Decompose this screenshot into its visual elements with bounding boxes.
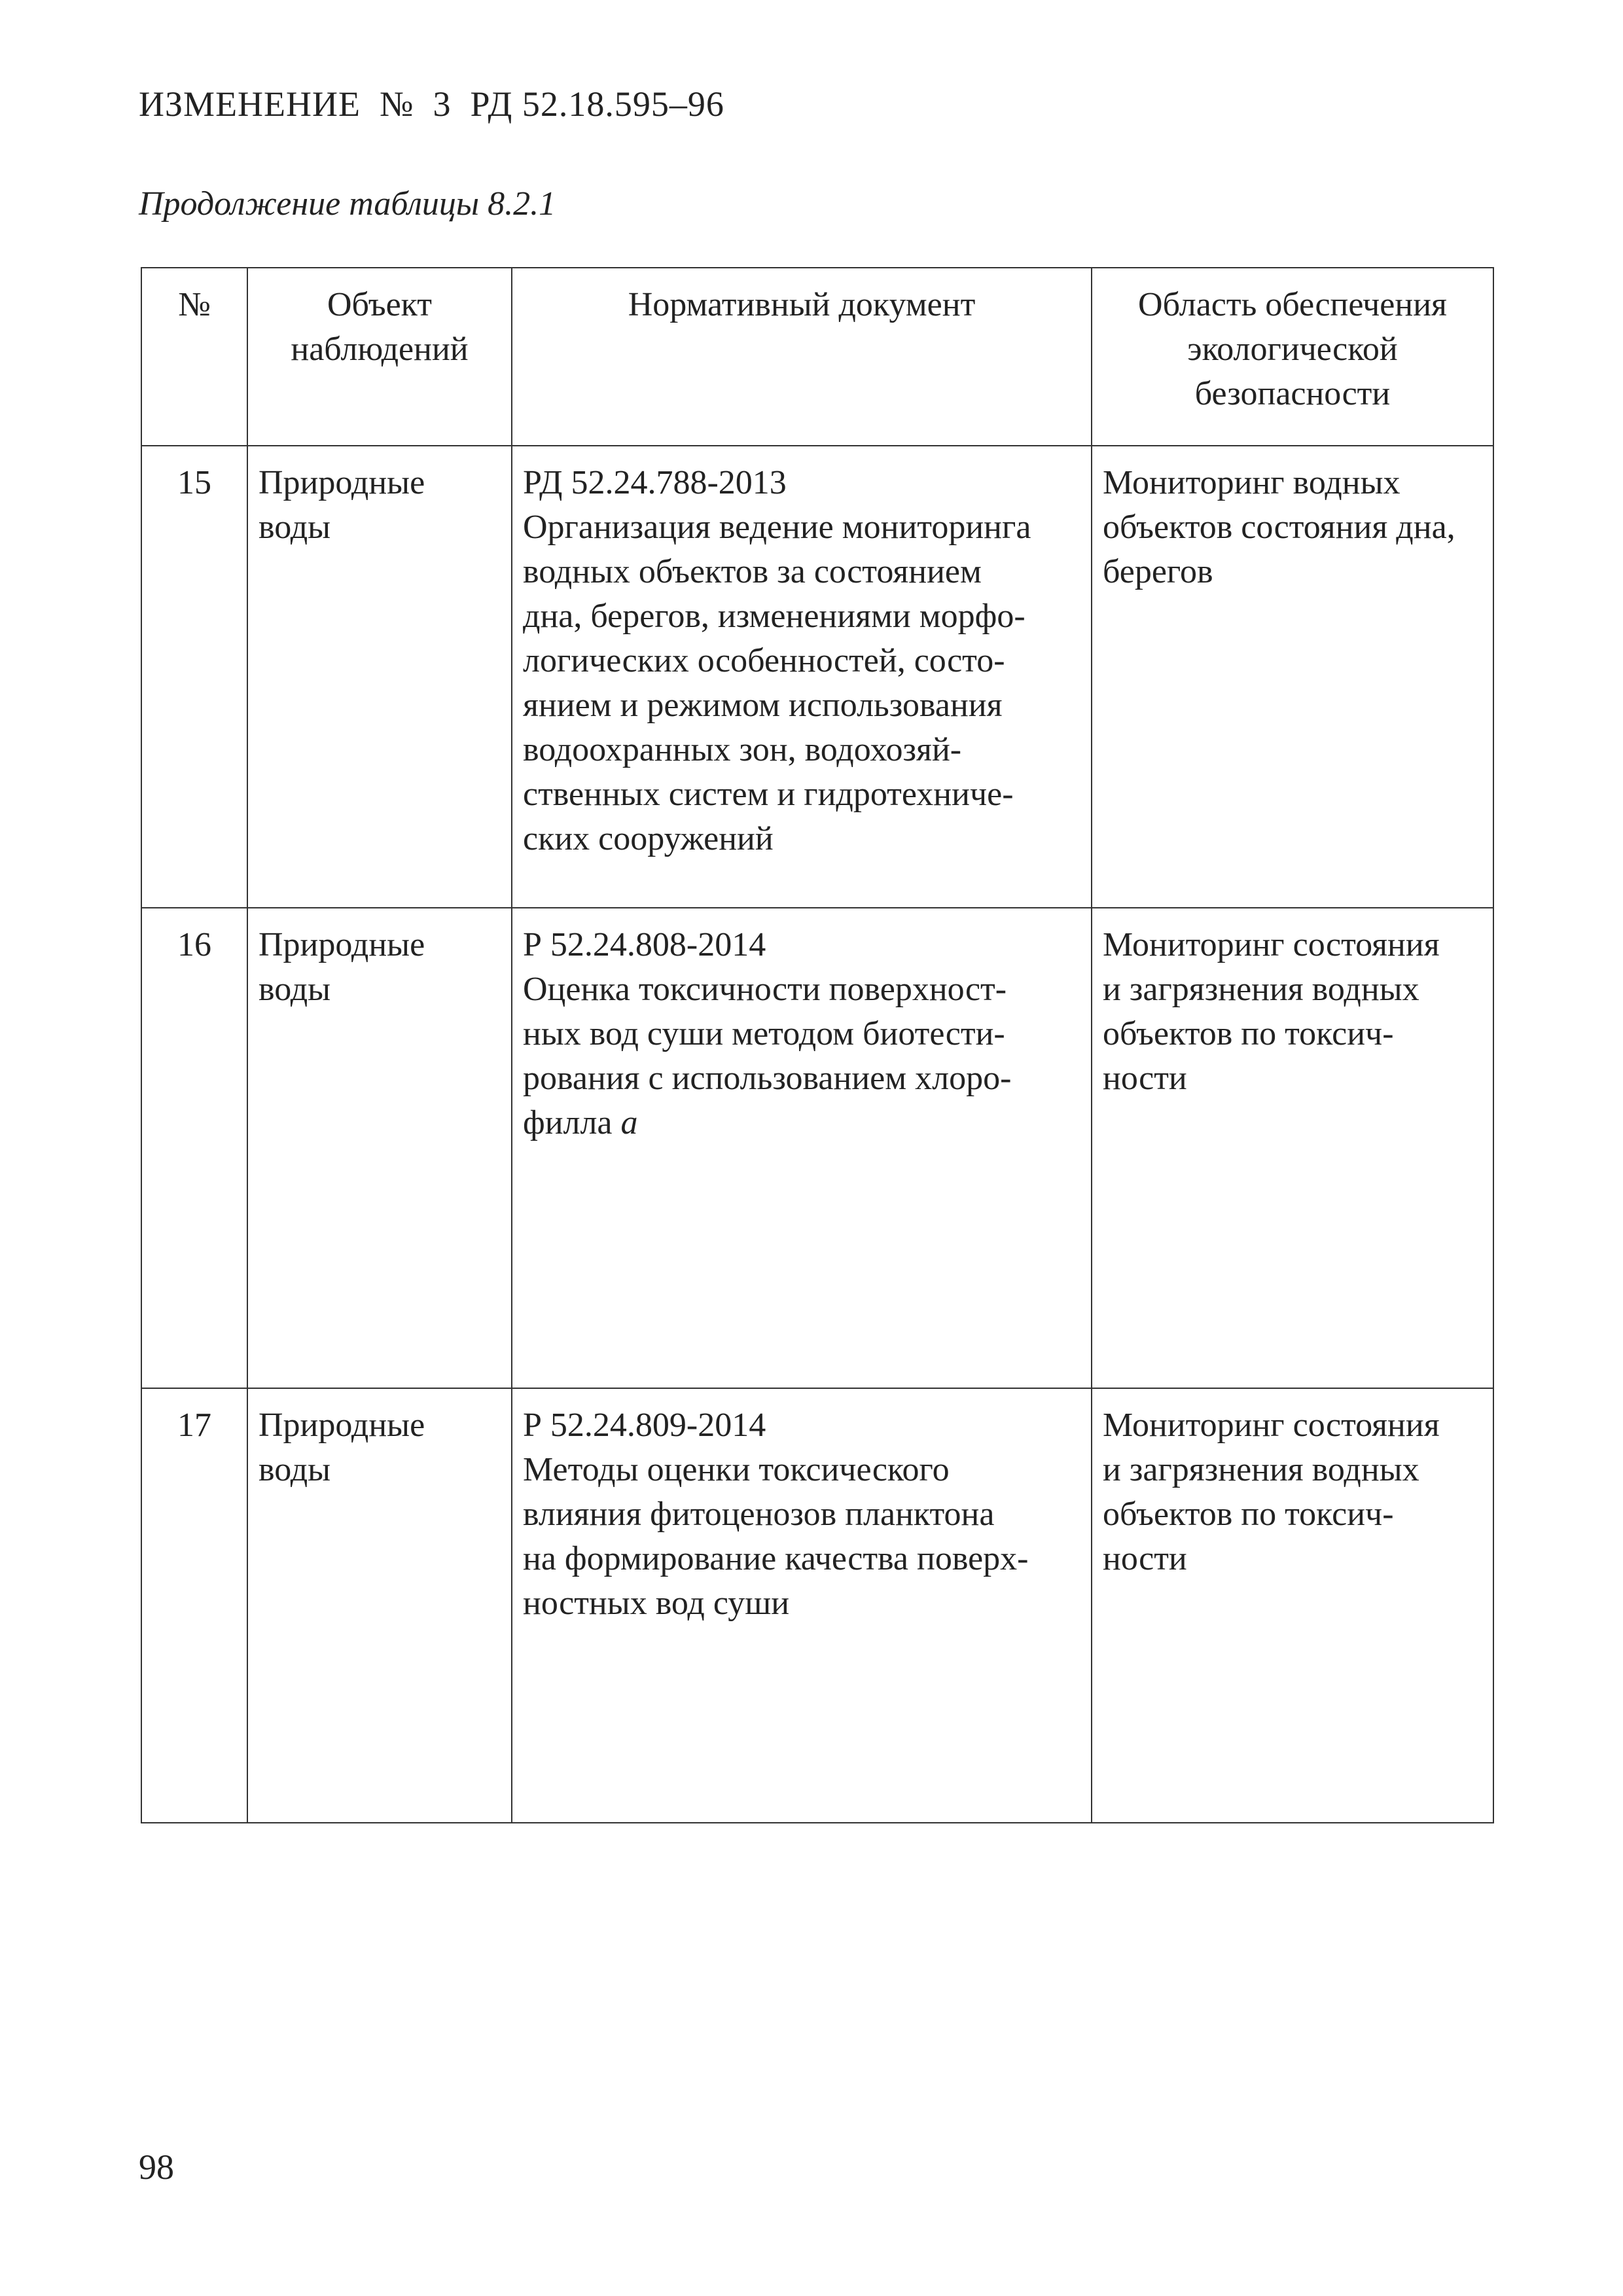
object-line: Природные — [259, 926, 425, 963]
document-line: дна, берегов, изменениями морфо- — [523, 598, 1026, 635]
row-area — [1092, 908, 1493, 1388]
object-line: Природные — [259, 1407, 425, 1444]
row-object — [247, 446, 512, 908]
italic-letter: а — [620, 1104, 638, 1141]
document-line: логических особенностей, состо- — [523, 642, 1005, 679]
document-line: рования с использованием хлоро- — [523, 1060, 1012, 1097]
document-line: на формирование качества поверх- — [523, 1540, 1029, 1577]
document-line: ных вод суши методом биотести- — [523, 1015, 1005, 1052]
area-line: ности — [1103, 1060, 1187, 1097]
header-object-line: Объект — [327, 286, 432, 323]
table-row — [141, 908, 1493, 1388]
document-line: водоохранных зон, водохозяй- — [523, 731, 962, 768]
standards-table — [141, 267, 1494, 1823]
area-line: Мониторинг состояния — [1103, 926, 1440, 963]
document-line: ностных вод суши — [523, 1585, 790, 1622]
row-number-text: 17 — [177, 1407, 211, 1444]
document-line: водных объектов за состоянием — [523, 553, 982, 590]
document-line: влияния фитоценозов планктона — [523, 1496, 995, 1533]
header-area-line: Область обеспечения — [1138, 286, 1447, 323]
page-number: 98 — [139, 2147, 174, 2187]
area-line: ности — [1103, 1540, 1187, 1577]
row-number — [141, 1388, 247, 1823]
row-area — [1092, 446, 1493, 908]
area-line: Мониторинг состояния — [1103, 1407, 1440, 1444]
row-document — [512, 908, 1092, 1388]
area-line: объектов по токсич- — [1103, 1496, 1394, 1533]
row-document — [512, 446, 1092, 908]
document-header: ИЗМЕНЕНИЕ № 3 РД 52.18.595–96 — [139, 84, 724, 124]
header-object — [247, 268, 512, 446]
row-document — [512, 1388, 1092, 1823]
area-line: объектов состояния дна, — [1103, 509, 1455, 546]
document-line: ских сооружений — [523, 820, 774, 857]
table-row — [141, 446, 1493, 908]
object-line: воды — [259, 971, 331, 1008]
table-caption: Продолжение таблицы 8.2.1 — [139, 185, 556, 223]
document-line-text: филла — [523, 1104, 621, 1141]
area-line: объектов по токсич- — [1103, 1015, 1394, 1052]
header-document — [512, 268, 1092, 446]
object-line: воды — [259, 1451, 331, 1488]
row-number-text: 15 — [177, 464, 211, 501]
header-document-label: Нормативный документ — [628, 286, 976, 323]
header-area — [1092, 268, 1493, 446]
document-line: янием и режимом использования — [523, 687, 1003, 724]
area-line: и загрязнения водных — [1103, 971, 1419, 1008]
header-num — [141, 268, 247, 446]
document-line-last — [523, 1101, 1080, 1145]
header-num-label: № — [178, 286, 211, 323]
header-area-line: экологической — [1187, 331, 1398, 368]
document-code: РД 52.24.788-2013 — [523, 464, 787, 501]
object-line: воды — [259, 509, 331, 546]
document-code: Р 52.24.808-2014 — [523, 926, 766, 963]
row-number — [141, 908, 247, 1388]
area-line: берегов — [1103, 553, 1213, 590]
document-line: Оценка токсичности поверхност- — [523, 971, 1007, 1008]
row-area — [1092, 1388, 1493, 1823]
area-line: Мониторинг водных — [1103, 464, 1400, 501]
table-row — [141, 1388, 1493, 1823]
document-line: ственных систем и гидротехниче- — [523, 776, 1014, 813]
row-object — [247, 908, 512, 1388]
header-area-line: безопасности — [1194, 375, 1391, 412]
object-line: Природные — [259, 464, 425, 501]
table-header-row — [141, 268, 1493, 446]
document-line: Методы оценки токсического — [523, 1451, 950, 1488]
document-code: Р 52.24.809-2014 — [523, 1407, 766, 1444]
row-object — [247, 1388, 512, 1823]
row-number-text: 16 — [177, 926, 211, 963]
area-line: и загрязнения водных — [1103, 1451, 1419, 1488]
header-object-line: наблюдений — [291, 331, 469, 368]
row-number — [141, 446, 247, 908]
document-line: Организация ведение мониторинга — [523, 509, 1031, 546]
